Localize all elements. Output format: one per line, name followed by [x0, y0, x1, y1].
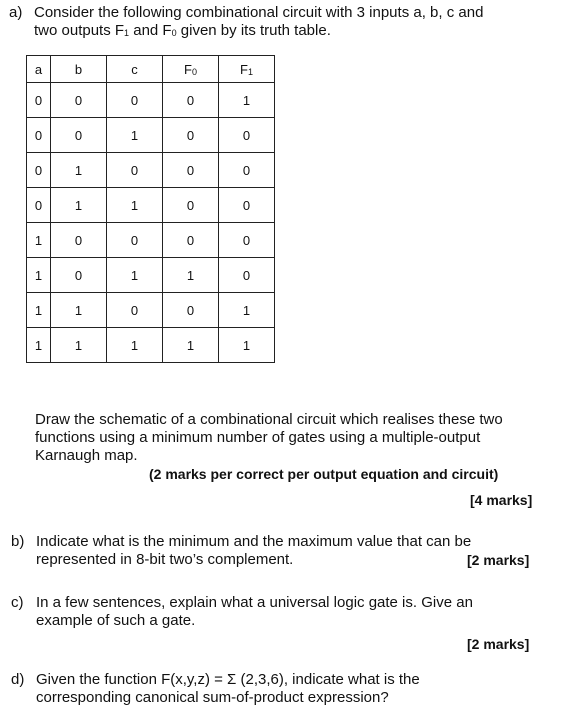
header-b: b [51, 56, 107, 83]
question-c-line2: example of such a gate. [36, 612, 196, 629]
question-c-text [36, 594, 473, 630]
question-b-line1: Indicate what is the minimum and the maximum value that can be [36, 533, 472, 550]
question-c-marks: [2 marks] [467, 636, 530, 652]
cell-b: 1 [51, 328, 107, 363]
cell-f1: 0 [219, 223, 275, 258]
question-a-label: a) [9, 4, 23, 21]
question-a [9, 4, 569, 44]
cell-f0: 1 [163, 258, 219, 293]
header-f0: F0 [163, 56, 219, 83]
cell-b: 1 [51, 293, 107, 328]
cell-f1: 0 [219, 118, 275, 153]
question-d-text [36, 671, 420, 707]
cell-f1: 0 [219, 153, 275, 188]
cell-b: 0 [51, 118, 107, 153]
f0-subscript: 0 [171, 28, 177, 38]
cell-b: 1 [51, 153, 107, 188]
cell-c: 1 [107, 328, 163, 363]
question-a-text [34, 4, 483, 42]
cell-a: 0 [27, 188, 51, 223]
cell-f0: 1 [163, 328, 219, 363]
cell-a: 1 [27, 223, 51, 258]
line2-pre: two outputs F [34, 22, 125, 39]
cell-f0: 0 [163, 83, 219, 118]
question-d-line1: Given the function F(x,y,z) = Σ (2,3,6), indicate what is the [36, 671, 420, 688]
truth-table-row [27, 223, 275, 258]
question-d-label: d) [11, 671, 25, 688]
cell-f1: 0 [219, 188, 275, 223]
cell-f0: 0 [163, 293, 219, 328]
question-b-text [36, 533, 471, 569]
cell-a: 0 [27, 153, 51, 188]
cell-c: 0 [107, 223, 163, 258]
question-d [11, 671, 571, 711]
cell-c: 0 [107, 293, 163, 328]
cell-a: 0 [27, 83, 51, 118]
question-a-line2 [34, 22, 483, 42]
f1-subscript: 1 [124, 28, 130, 38]
question-b-label: b) [11, 533, 25, 550]
cell-a: 1 [27, 293, 51, 328]
cell-a: 1 [27, 328, 51, 363]
header-a: a [27, 56, 51, 83]
question-a-line1: Consider the following combinational circuit with 3 inputs a, b, c and [34, 4, 484, 21]
question-c-label: c) [11, 594, 24, 611]
cell-a: 1 [27, 258, 51, 293]
header-c: c [107, 56, 163, 83]
question-b-marks: [2 marks] [467, 552, 530, 568]
cell-f0: 0 [163, 188, 219, 223]
cell-c: 0 [107, 153, 163, 188]
question-a-instructions [35, 411, 503, 465]
marks-note: (2 marks per correct per output equation and circuit) [149, 466, 499, 482]
cell-f1: 1 [219, 328, 275, 363]
question-b-line2: represented in 8-bit two’s complement. [36, 551, 294, 568]
cell-c: 1 [107, 118, 163, 153]
cell-f1: 0 [219, 258, 275, 293]
cell-f1: 1 [219, 83, 275, 118]
question-c [11, 594, 571, 634]
truth-table-row [27, 83, 275, 118]
truth-table-row [27, 293, 275, 328]
truth-table-row [27, 153, 275, 188]
instructions-line2: functions using a minimum number of gates using a multiple-output [35, 429, 481, 446]
cell-b: 0 [51, 223, 107, 258]
line2-mid: and F [129, 22, 172, 39]
instructions-line3: Karnaugh map. [35, 447, 138, 464]
cell-c: 0 [107, 83, 163, 118]
question-a-marks: [4 marks] [470, 492, 533, 508]
truth-table-row [27, 328, 275, 363]
truth-table-header-row [27, 56, 275, 83]
truth-table-row [27, 118, 275, 153]
cell-f0: 0 [163, 118, 219, 153]
truth-table-row [27, 188, 275, 223]
cell-f0: 0 [163, 153, 219, 188]
line2-post: given by its truth table. [176, 22, 331, 39]
question-d-line2: corresponding canonical sum-of-product expression? [36, 689, 389, 706]
cell-b: 1 [51, 188, 107, 223]
header-f1: F1 [219, 56, 275, 83]
cell-a: 0 [27, 118, 51, 153]
cell-b: 0 [51, 258, 107, 293]
cell-b: 0 [51, 83, 107, 118]
cell-c: 1 [107, 258, 163, 293]
instructions-line1: Draw the schematic of a combinational circuit which realises these two [35, 411, 503, 428]
cell-f1: 1 [219, 293, 275, 328]
cell-c: 1 [107, 188, 163, 223]
cell-f0: 0 [163, 223, 219, 258]
question-c-line1: In a few sentences, explain what a universal logic gate is. Give an [36, 594, 473, 611]
truth-table [26, 55, 275, 363]
truth-table-row [27, 258, 275, 293]
